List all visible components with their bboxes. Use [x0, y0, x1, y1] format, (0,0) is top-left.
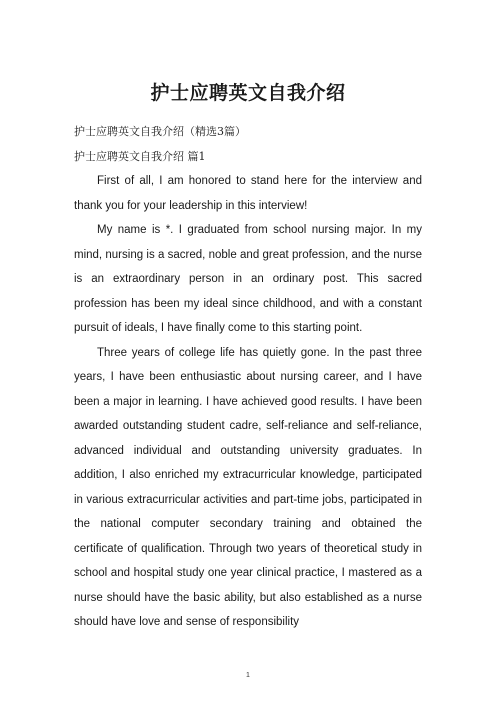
paragraph: Three years of college life has quietly gone. In the past three years, I have been enthusiastic about nursing career, and I have been a major in learning. I have achieved good results. I have been awarded outstanding student cadre, self-reliance and self-reliance, advanced individual and outstanding university graduates. In addition, I also enriched my extracurricular knowledge, participated in various extracurricular activities and part-time jobs, participated in the national computer secondary training and obtained the certificate of qualification. Through two years of theoretical study in school and hospital study one year clinical practice, I mastered as a nurse should have the basic ability, but also established as a nurse should have love and sense of responsibility [74, 346, 422, 628]
paragraph: My name is *. I graduated from school nursing major. In my mind, nursing is a sacred, noble and great profession, and the nurse is an extraordinary person in an ordinary post. This sacred profession has been my ideal since childhood, and with a constant pursuit of ideals, I have finally come to this starting point. [74, 224, 422, 334]
document-title: 护士应聘英文自我介绍 [150, 82, 346, 104]
paragraph: First of all, I am honored to stand here for the interview and thank you for your leadership in this interview! [74, 175, 422, 212]
section-heading: 护士应聘英文自我介绍 篇1 [74, 149, 206, 163]
document-body [74, 120, 422, 635]
document-subtitle: 护士应聘英文自我介绍（精选3篇） [74, 125, 246, 138]
page-number: 1 [246, 672, 250, 679]
